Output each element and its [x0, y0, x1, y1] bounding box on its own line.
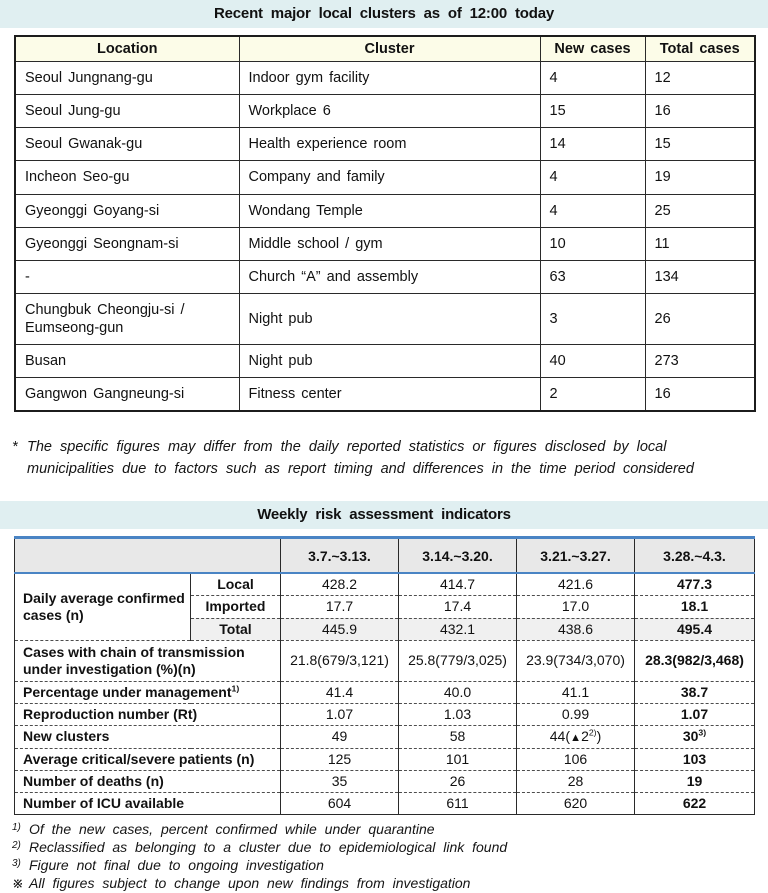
weekly-value-cell: 18.1: [635, 596, 755, 618]
cluster-cell-location: Gyeonggi Goyang-si: [15, 194, 239, 227]
cluster-cell-new-cases: 15: [540, 95, 645, 128]
cluster-cell-new-cases: 63: [540, 260, 645, 293]
cluster-cell-cluster: Workplace 6: [239, 95, 540, 128]
cluster-cell-total-cases: 11: [645, 227, 755, 260]
indicator-row-label: Number of deaths (n): [15, 770, 281, 792]
clusters-header-row: [15, 36, 755, 62]
weekly-indicator-row: [15, 748, 755, 770]
cluster-cell-location: Gyeonggi Seongnam-si: [15, 227, 239, 260]
footnote-text: Of the new cases, percent confirmed while under quarantine: [29, 820, 435, 837]
cluster-cell-total-cases: 25: [645, 194, 755, 227]
cluster-cell-location: Seoul Gwanak-gu: [15, 128, 239, 161]
weekly-value-cell: 604: [281, 792, 399, 814]
cluster-row: [15, 194, 755, 227]
weekly-value-cell: 44(▲2$^{2)}$): [517, 725, 635, 748]
cluster-cell-new-cases: 2: [540, 378, 645, 412]
cluster-cell-cluster: Night pub: [239, 345, 540, 378]
cluster-cell-new-cases: 10: [540, 227, 645, 260]
indicator-row-label: Percentage under management$^{1)}$: [15, 681, 281, 703]
weekly-value-cell: 622: [635, 792, 755, 814]
cluster-cell-total-cases: 134: [645, 260, 755, 293]
indicator-row-label: New clusters: [15, 725, 281, 748]
weekly-header-empty-cell: [15, 537, 281, 573]
weekly-section-title: Weekly risk assessment indicators: [0, 501, 768, 529]
footnote-marker: 2): [12, 840, 21, 851]
weekly-value-cell: 40.0: [399, 681, 517, 703]
cluster-cell-location: Gangwon Gangneung-si: [15, 378, 239, 412]
weekly-value-cell: 21.8(679/3,121): [281, 640, 399, 681]
weekly-indicator-row: [15, 681, 755, 703]
weekly-value-cell: 103: [635, 748, 755, 770]
weekly-value-cell: 17.4: [399, 596, 517, 618]
clusters-section-title: Recent major local clusters as of 12:00 today: [0, 0, 768, 28]
cluster-row: [15, 161, 755, 194]
cluster-cell-new-cases: 40: [540, 345, 645, 378]
sub-row-label: Local: [191, 573, 281, 596]
footnote-text: All figures subject to change upon new findings from investigation: [29, 875, 471, 892]
weekly-value-cell: 58: [399, 725, 517, 748]
weekly-value-cell: 125: [281, 748, 399, 770]
weekly-value-cell: 620: [517, 792, 635, 814]
weekly-value-cell: 28: [517, 770, 635, 792]
cluster-cell-cluster: Middle school / gym: [239, 227, 540, 260]
cluster-cell-new-cases: 3: [540, 293, 645, 344]
weekly-value-cell: 428.2: [281, 573, 399, 596]
cluster-cell-total-cases: 19: [645, 161, 755, 194]
weekly-value-cell: 438.6: [517, 618, 635, 640]
weekly-value-cell: 414.7: [399, 573, 517, 596]
cluster-cell-cluster: Church “A” and assembly: [239, 260, 540, 293]
cluster-row: [15, 62, 755, 95]
week-column-4: 3.28.~4.3.: [635, 537, 755, 573]
weekly-footnote-line: [12, 838, 754, 856]
weekly-value-cell: 0.99: [517, 703, 635, 725]
weekly-footnote-line: [12, 856, 754, 874]
cluster-cell-total-cases: 273: [645, 345, 755, 378]
weekly-value-cell: 445.9: [281, 618, 399, 640]
cluster-row: [15, 260, 755, 293]
cluster-cell-new-cases: 4: [540, 161, 645, 194]
cluster-cell-new-cases: 14: [540, 128, 645, 161]
cluster-cell-location: Incheon Seo-gu: [15, 161, 239, 194]
cluster-cell-cluster: Health experience room: [239, 128, 540, 161]
weekly-value-cell: 30$^{3)}$: [635, 725, 755, 748]
row-label-daily-average-confirmed-cases: Daily average confirmed cases (n): [15, 573, 191, 640]
weekly-footnote-line: [12, 874, 754, 892]
weekly-value-cell: 17.0: [517, 596, 635, 618]
cluster-cell-new-cases: 4: [540, 194, 645, 227]
weekly-indicator-row: [15, 725, 755, 748]
weekly-value-cell: 611: [399, 792, 517, 814]
column-header-location: Location: [15, 36, 239, 62]
cluster-cell-total-cases: 16: [645, 378, 755, 412]
cluster-cell-total-cases: 16: [645, 95, 755, 128]
cluster-cell-location: -: [15, 260, 239, 293]
weekly-header-row: [15, 537, 755, 573]
sub-row-label: Imported: [191, 596, 281, 618]
column-header-total-cases: Total cases: [645, 36, 755, 62]
cluster-cell-total-cases: 15: [645, 128, 755, 161]
footnote-marker: 3): [12, 858, 21, 870]
week-column-1: 3.7.~3.13.: [281, 537, 399, 573]
clusters-footnote: [12, 437, 754, 481]
cluster-cell-cluster: Night pub: [239, 293, 540, 344]
cluster-cell-total-cases: 12: [645, 62, 755, 95]
weekly-value-cell: 432.1: [399, 618, 517, 640]
weekly-value-cell: 1.03: [399, 703, 517, 725]
clusters-table-body: [15, 62, 755, 412]
weekly-subrow-local: [15, 573, 755, 596]
cluster-cell-location: Chungbuk Cheongju-si / Eumseong-gun: [15, 293, 239, 344]
column-header-new-cases: New cases: [540, 36, 645, 62]
cluster-row: [15, 128, 755, 161]
weekly-value-cell: 25.8(779/3,025): [399, 640, 517, 681]
weekly-indicator-row: [15, 703, 755, 725]
weekly-value-cell: 17.7: [281, 596, 399, 618]
weekly-value-cell: 35: [281, 770, 399, 792]
week-column-2: 3.14.~3.20.: [399, 537, 517, 573]
weekly-value-cell: 23.9(734/3,070): [517, 640, 635, 681]
footnote-text: Figure not final due to ongoing investigation: [29, 857, 324, 874]
weekly-value-cell: 495.4: [635, 618, 755, 640]
indicator-row-label: Reproduction number (Rt): [15, 703, 281, 725]
cluster-cell-cluster: Fitness center: [239, 378, 540, 412]
weekly-indicator-row: [15, 792, 755, 814]
cluster-cell-location: Busan: [15, 345, 239, 378]
weekly-value-cell: 26: [399, 770, 517, 792]
weekly-indicator-row: [15, 640, 755, 681]
footnote-marker: 1): [12, 821, 21, 833]
clusters-footnote-text: The specific figures may differ from the daily reported statistics or figures disclosed by local municipalities due to factors such as report timing and differences in the time period considered: [27, 439, 694, 478]
clusters-table: [14, 35, 756, 412]
cluster-cell-cluster: Wondang Temple: [239, 194, 540, 227]
cluster-row: [15, 345, 755, 378]
weekly-value-cell: 421.6: [517, 573, 635, 596]
cluster-cell-new-cases: 4: [540, 62, 645, 95]
sub-row-label: Total: [191, 618, 281, 640]
weekly-value-cell: 1.07: [635, 703, 755, 725]
weekly-table-body: [15, 573, 755, 814]
weekly-value-cell: 106: [517, 748, 635, 770]
weekly-value-cell: 41.1: [517, 681, 635, 703]
weekly-value-cell: 477.3: [635, 573, 755, 596]
weekly-table: [14, 536, 755, 815]
indicator-row-label: Cases with chain of transmission under investigation (%)(n): [15, 640, 281, 681]
weekly-indicator-row: [15, 770, 755, 792]
weekly-footnotes: [12, 820, 754, 893]
weekly-value-cell: 49: [281, 725, 399, 748]
cluster-cell-location: Seoul Jungnang-gu: [15, 62, 239, 95]
cluster-row: [15, 95, 755, 128]
weekly-value-cell: 41.4: [281, 681, 399, 703]
weekly-value-cell: 101: [399, 748, 517, 770]
footnote-text: Reclassified as belonging to a cluster due to epidemiological link found: [29, 839, 508, 855]
week-column-3: 3.21.~3.27.: [517, 537, 635, 573]
footnote-marker: ※: [12, 875, 24, 892]
cluster-cell-cluster: Indoor gym facility: [239, 62, 540, 95]
column-header-cluster: Cluster: [239, 36, 540, 62]
indicator-row-label: Number of ICU available: [15, 792, 281, 814]
cluster-row: [15, 378, 755, 412]
weekly-value-cell: 38.7: [635, 681, 755, 703]
weekly-value-cell: 28.3(982/3,468): [635, 640, 755, 681]
footnote-asterisk-marker: *: [12, 439, 18, 456]
cluster-row: [15, 227, 755, 260]
cluster-cell-location: Seoul Jung-gu: [15, 95, 239, 128]
weekly-value-cell: 19: [635, 770, 755, 792]
cluster-cell-total-cases: 26: [645, 293, 755, 344]
indicator-row-label: Average critical/severe patients (n): [15, 748, 281, 770]
weekly-footnote-line: [12, 820, 754, 838]
weekly-value-cell: 1.07: [281, 703, 399, 725]
cluster-cell-cluster: Company and family: [239, 161, 540, 194]
cluster-row: [15, 293, 755, 344]
